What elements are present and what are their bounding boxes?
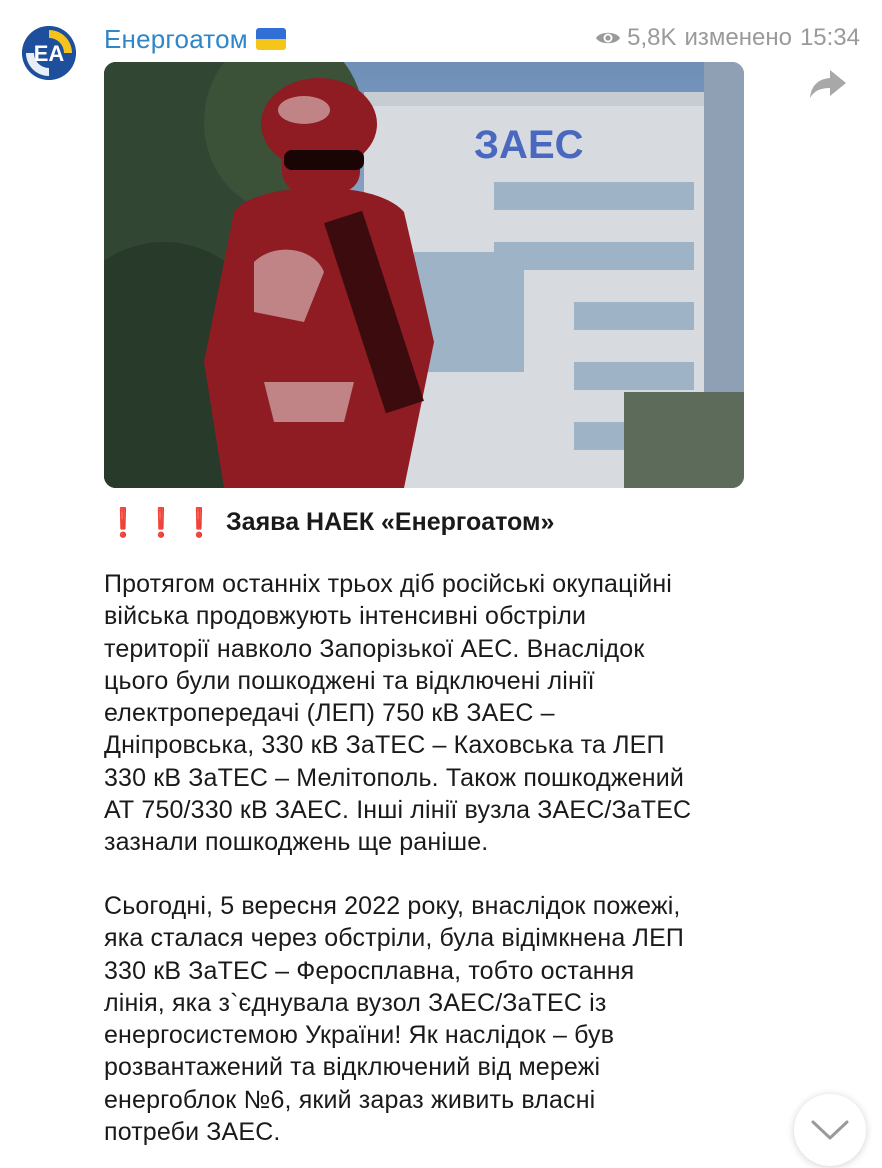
text-line: території навколо Запорізької АЕС. Внаслідок [104, 634, 645, 663]
post-time: 15:34 [799, 24, 860, 51]
text-line: АТ 750/330 кВ ЗАЕС. Інші лінії вузла ЗАЕС/ЗаТЕС [104, 796, 692, 825]
exclamation-icon: ❗ [181, 506, 217, 538]
post-title-row [104, 504, 554, 540]
forward-button[interactable] [808, 66, 848, 102]
share-arrow-icon [808, 66, 848, 102]
views-count: 5,8K [627, 24, 677, 51]
edited-label: изменено [684, 24, 792, 51]
post-paragraph-1 [104, 568, 764, 859]
text-line: розвантажений та відключений від мережі [104, 1053, 601, 1082]
post-title: Заява НАЕК «Енергоатом» [226, 507, 555, 536]
chevron-down-icon [810, 1118, 850, 1142]
text-line: електропередачі (ЛЕП) 750 кВ ЗАЕС – [104, 699, 555, 728]
channel-name[interactable] [104, 24, 286, 55]
text-line: Дніпровська, 330 кВ ЗаТЕС – Каховська та ЛЕП [104, 731, 665, 760]
eye-icon [595, 29, 621, 47]
text-line: яка сталася через обстріли, була відімкнена ЛЕП [104, 924, 685, 953]
post-header [104, 22, 860, 54]
text-line: 330 кВ ЗаТЕС – Феросплавна, тобто остання [104, 956, 635, 985]
ukraine-flag-icon [256, 28, 286, 50]
building-sign-text: ЗАЕС [474, 123, 584, 167]
post-paragraph-2 [104, 890, 764, 1148]
text-line: цього були пошкоджені та відключені лінії [104, 666, 595, 695]
text-line: лінія, яка з`єднувала вузол ЗАЕС/ЗаТЕС із [104, 988, 607, 1017]
avatar-text: EA [33, 41, 65, 66]
text-line: енергосистемою України! Як наслідок – був [104, 1021, 615, 1050]
text-line: війська продовжують інтенсивні обстріли [104, 602, 587, 631]
exclamation-icon: ❗ [143, 506, 179, 538]
text-line: Сьогодні, 5 вересня 2022 року, внаслідок пожежі, [104, 892, 681, 920]
channel-name-text[interactable]: Енергоатом [104, 24, 248, 54]
text-line: потреби ЗАЕС. [104, 1118, 281, 1147]
exclamation-icon: ❗ [105, 506, 141, 538]
text-line: зазнали пошкоджень ще раніше. [104, 828, 489, 857]
scroll-down-button[interactable] [794, 1094, 866, 1166]
post-image[interactable] [104, 62, 744, 488]
text-line: 330 кВ ЗаТЕС – Мелітополь. Також пошкоджений [104, 763, 684, 792]
channel-avatar[interactable] [22, 26, 76, 80]
post-meta [595, 24, 860, 52]
text-line: енергоблок №6, який зараз живить власні [104, 1085, 596, 1114]
text-line: Протягом останніх трьох діб російські окупаційні [104, 570, 673, 598]
